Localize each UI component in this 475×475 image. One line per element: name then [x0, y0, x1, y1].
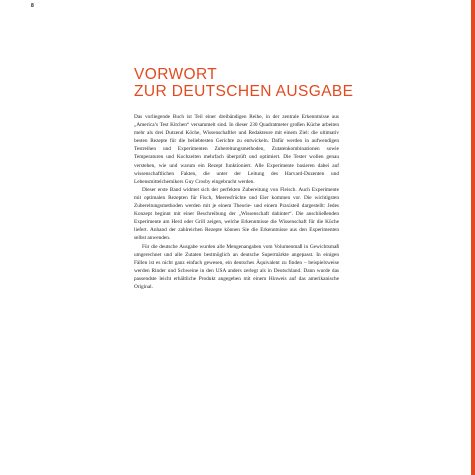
- page-title-line-2: ZUR DEUTSCHEN AUSGABE: [134, 83, 354, 100]
- page-title: [134, 66, 353, 100]
- page-number: 8: [31, 3, 34, 9]
- paragraph: Dieser erste Band widmet sich der perfekten Zubereitung von Fleisch. Auch Experimente mit optimalen Rezepten für Fisch, Meeresfrüchte und Eier kommen vor. Die wichtigsten Zubereitungsmethoden werden mit je einem Theorie- und einem Praxisteil dargestellt: Jedes Konzept beginnt mit einer Beschreibung der „Wissenschaft dahinter“. Die anschließenden Experimente am Herd oder Grill zeigen, welche Erkenntnisse die Wissenschaft für die Küche liefert. Anhand der zahlreichen Rezepte können Sie die Erkenntnisse aus den Experimenten selbst anwenden.: [134, 186, 339, 242]
- paragraph: Das vorliegende Buch ist Teil einer dreibändigen Reihe, in der zentrale Erkenntnisse aus „America’s Test Kitchen“ versammelt sind. In dieser 230 Quadratmeter großen Küche arbeiten mehr als drei Dutzend Köche, Wissenschaftler und Redakteure mit einem Ziel: die ultimativ besten Rezepte für die beliebtesten Gerichte zu entwickeln. Dafür werden in aufwendigen Testreihen und Experimenten Zubereitungsmethoden, Zutatenkombinationen sowie Temperaturen und Kochzeiten mehrfach überprüft und optimiert. Die Tester wollen genau verstehen, wie und warum ein Rezept funktioniert. Alle Experimente basieren dabei auf wissenschaftlichen Fakten, die unter der Leitung des Harvard-Dozenten und Lebensmittelchemikers Guy Crosby eingebracht werden.: [134, 114, 339, 185]
- page-title-line-1: VORWORT: [134, 66, 218, 83]
- page-edge-accent-bar: [471, 0, 475, 475]
- paragraph: Für die deutsche Ausgabe wurden alle Mengenangaben vom Volumenmaß in Gewichtsmaß umgerechnet und alle Zutaten bestmöglich an deutsche Supermärkte angepasst. In einigen Fällen ist es nicht ganz einfach gewesen, ein deutsches Äquivalent zu finden – beispielsweise werden Rinder und Schweine in den USA anders zerlegt als in Deutschland. Dann wurde das passendste leicht erhältliche Produkt angegeben mit einem Hinweis auf das amerikanische Original.: [134, 243, 339, 290]
- foreword-body: [134, 113, 339, 291]
